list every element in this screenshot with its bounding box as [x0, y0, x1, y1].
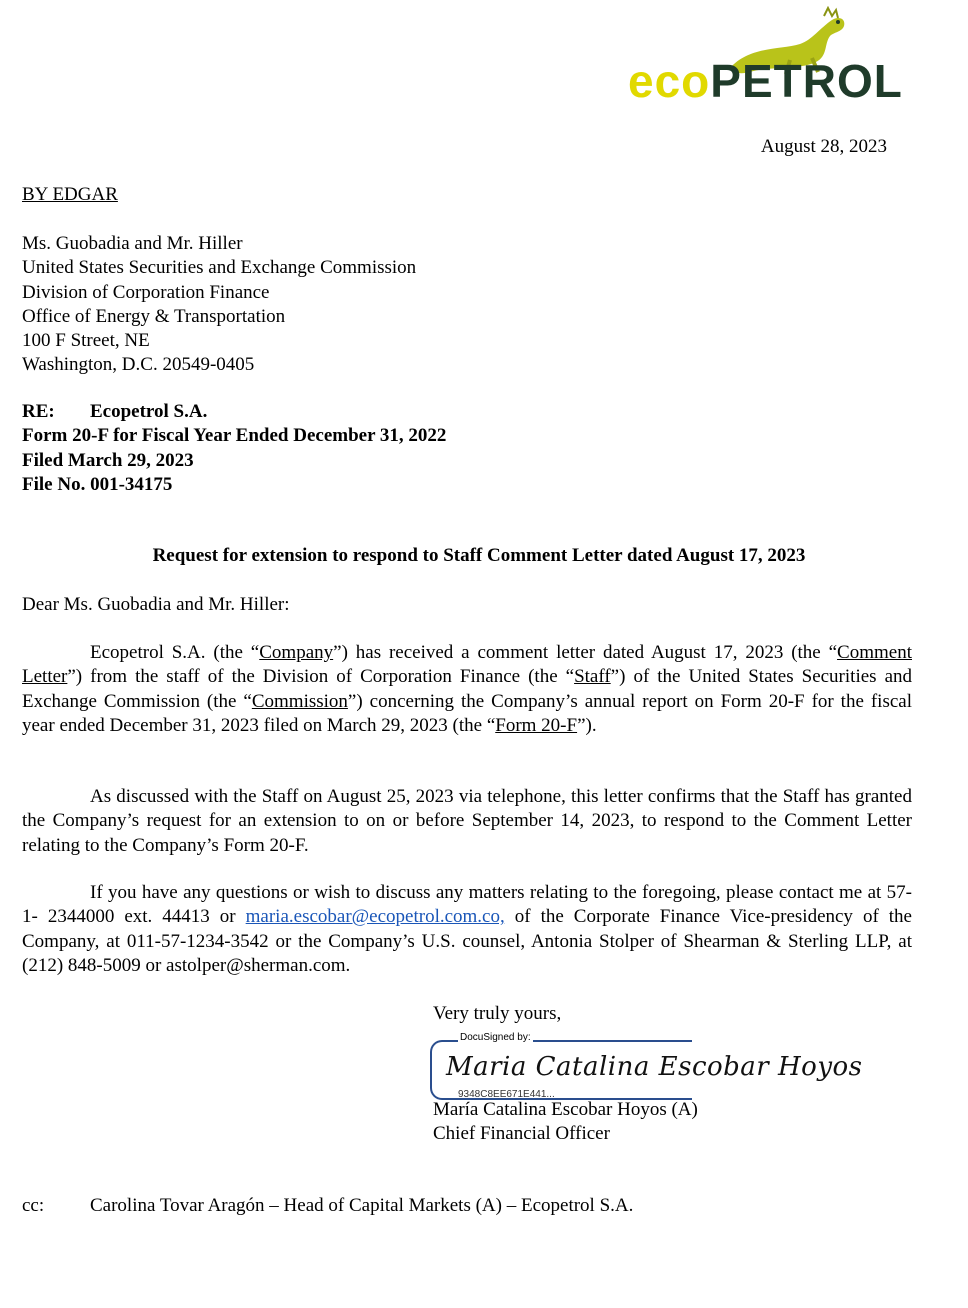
defined-term-staff: Staff — [574, 666, 611, 688]
cc-label: cc: — [22, 1195, 45, 1216]
defined-term-company: Company — [259, 642, 334, 663]
email-link[interactable]: maria.escobar@ecopetrol.com.co, — [245, 906, 505, 928]
address-line: Division of Corporation Finance — [22, 281, 270, 303]
salutation: Dear Ms. Guobadia and Mr. Hiller: — [22, 594, 290, 615]
re-line: File No. 001-34175 — [22, 473, 173, 495]
re-label: RE: — [22, 401, 55, 422]
defined-term-commission: Commission — [251, 690, 348, 712]
cc-line — [22, 1194, 633, 1218]
signatory-block — [433, 1098, 698, 1147]
letter-heading: Request for extension to respond to Staff Comment Letter dated August 17, 2023 — [152, 545, 806, 566]
closing: Very truly yours, — [433, 1003, 562, 1024]
ecopetrol-logo — [628, 6, 910, 107]
re-block — [22, 400, 446, 497]
cc-recipient: Carolina Tovar Aragón – Head of Capital Markets (A) – Ecopetrol S.A. — [90, 1195, 634, 1216]
letter-date: August 28, 2023 — [760, 136, 887, 157]
address-block — [22, 232, 416, 378]
address-line: Ms. Guobadia and Mr. Hiller — [22, 233, 243, 254]
handwritten-signature: Maria Catalina Escobar Hoyos — [446, 1052, 863, 1082]
re-line: Form 20-F for Fiscal Year Ended December 31, 2022 — [22, 425, 447, 447]
address-line: Office of Energy & Transportation — [22, 305, 286, 327]
paragraph-3: If you have any questions or wish to discuss any matters relating to the foregoing, please contact me at 57-1- 2344000 ext. 44413 or maria.escobar@ecopetrol.com.co, of the Corporate Finance Vice-presidency of the Company, at 011-57-1234-3542 or the Company’s U.S. counsel, Antonia Stolper of Shearman & Sterling LLP, at (212) 848-5009 or astolper@sherman.com. — [22, 882, 912, 976]
defined-term-comment-letter: Comment Letter — [22, 642, 912, 688]
logo-wordmark: ecoPETROL — [628, 55, 903, 107]
signatory-title: Chief Financial Officer — [433, 1123, 610, 1145]
paragraph-2: As discussed with the Staff on August 25, 2023 via telephone, this letter confirms that the Staff has granted the Company’s request for an extension to on or before September 14, 2023, to respond to the Comment Letter relating to the Company’s Form 20-F. — [22, 786, 912, 856]
re-company: Ecopetrol S.A. — [90, 401, 208, 422]
delivery-method: BY EDGAR — [22, 184, 118, 205]
paragraph-1: Ecopetrol S.A. (the “Company”) has received a comment letter dated August 17, 2023 (the “Comment Letter”) from the staff of the Division of Corporation Finance (the “Staff”) of the United States Securities and Exchange Commission (the “Commission”) concerning the Company’s annual report on Form 20-F for the fiscal year ended December 31, 2023 filed on March 29, 2023 (the “Form 20-F”). — [22, 642, 912, 736]
defined-term-form: Form 20-F — [495, 714, 578, 736]
address-line: United States Securities and Exchange Commission — [22, 257, 417, 279]
docusign-hash: 9348C8EE671E441... — [458, 1089, 555, 1100]
signatory-name: María Catalina Escobar Hoyos (A) — [433, 1099, 698, 1120]
re-line: Filed March 29, 2023 — [22, 449, 194, 471]
address-line: Washington, D.C. 20549-0405 — [22, 354, 255, 376]
address-line: 100 F Street, NE — [22, 330, 150, 352]
docusigned-label: DocuSigned by: — [460, 1032, 531, 1043]
